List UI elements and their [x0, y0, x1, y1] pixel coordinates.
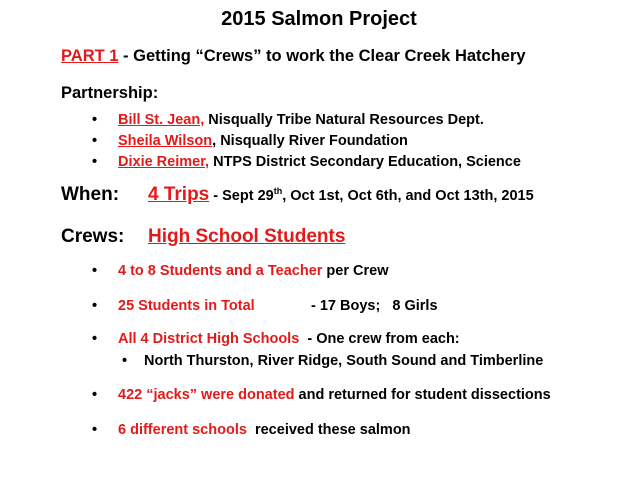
- crew-item: [92, 263, 389, 279]
- crews-label: Crews:: [61, 226, 125, 247]
- crew-item-text: - 17 Boys; 8 Girls: [311, 298, 438, 314]
- crew-item: [92, 387, 551, 403]
- bullet-icon: •: [92, 154, 98, 170]
- trips-count: 4 Trips: [148, 184, 210, 205]
- crew-item: [92, 331, 460, 347]
- crew-item-highlight: 25 Students in Total: [118, 298, 255, 314]
- partner-item: [92, 154, 521, 170]
- crew-item-text: per Crew: [322, 263, 389, 279]
- partnership-heading: Partnership:: [61, 84, 159, 102]
- crew-item-highlight: All 4 District High Schools: [118, 331, 300, 347]
- partner-org: Nisqually Tribe Natural Resources Dept.: [204, 112, 484, 128]
- crew-item-highlight: 6 different schools: [118, 422, 247, 438]
- partner-org: , Nisqually River Foundation: [212, 133, 408, 149]
- partner-name: Dixie Reimer,: [118, 154, 210, 170]
- slide-title: 2015 Salmon Project: [221, 8, 417, 30]
- schools-list: North Thurston, River Ridge, South Sound and Timberline: [144, 353, 544, 369]
- bullet-icon: •: [92, 133, 98, 149]
- crew-item-highlight: 4 to 8 Students and a Teacher: [118, 263, 323, 279]
- partner-item: [92, 133, 408, 149]
- schools-item: [122, 353, 543, 369]
- bullet-icon: •: [92, 263, 98, 279]
- crew-item-highlight: 422 “jacks” were donated: [118, 387, 295, 403]
- dates-sup: th: [273, 186, 283, 196]
- crew-item-text: received these salmon: [246, 422, 411, 438]
- partner-item: [92, 112, 484, 128]
- partner-name: Bill St. Jean,: [118, 112, 205, 128]
- part-text: - Getting “Crews” to work the Clear Creek Hatchery: [118, 47, 526, 65]
- bullet-icon: •: [92, 422, 98, 438]
- dates-start: - Sept 29: [209, 188, 274, 204]
- crew-item: [92, 422, 411, 438]
- bullet-icon: •: [92, 331, 98, 347]
- partner-name: Sheila Wilson: [118, 133, 213, 149]
- bullet-icon: •: [92, 112, 98, 128]
- bullet-icon: •: [92, 298, 98, 314]
- when-label: When:: [61, 184, 120, 205]
- bullet-icon: •: [122, 353, 128, 369]
- dates-rest: , Oct 1st, Oct 6th, and Oct 13th, 2015: [282, 188, 534, 204]
- part-label: PART 1: [61, 47, 119, 65]
- crew-item-text: and returned for student dissections: [294, 387, 551, 403]
- crews-line: [61, 226, 345, 248]
- crews-value: High School Students: [148, 226, 346, 247]
- crew-item-text: - One crew from each:: [299, 331, 460, 347]
- when-line: [61, 184, 534, 210]
- partner-org: NTPS District Secondary Education, Science: [209, 154, 521, 170]
- bullet-icon: •: [92, 387, 98, 403]
- part-line: [61, 47, 526, 66]
- crew-item: [92, 298, 438, 314]
